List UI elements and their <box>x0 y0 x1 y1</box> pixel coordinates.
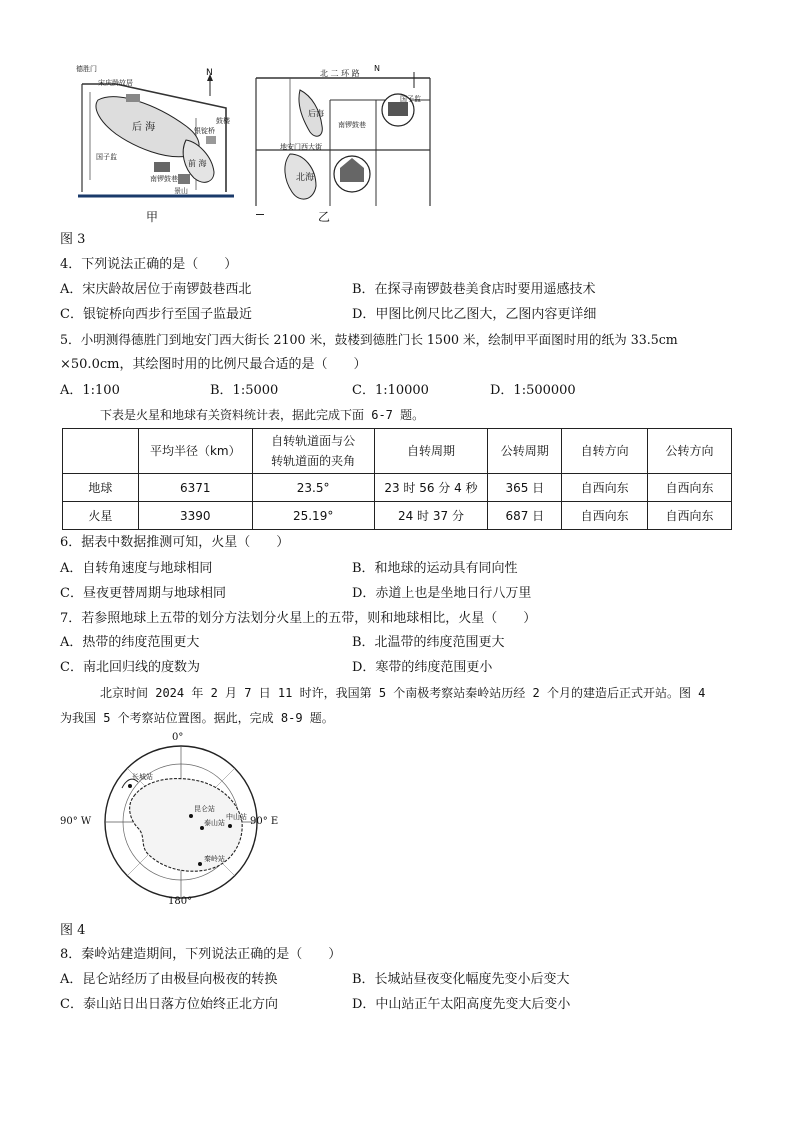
station-kunlun: 昆仑站 <box>194 805 215 813</box>
map-yi-drawing <box>250 70 434 210</box>
table-row <box>63 474 732 502</box>
cell-revolution: 687 日 <box>488 502 562 530</box>
q7-option-d[interactable]: D．寒带的纬度范围更小 <box>352 660 493 675</box>
cell-planet: 地球 <box>63 474 139 502</box>
q5-option-d[interactable]: D．1:500000 <box>490 383 576 398</box>
q6-option-c[interactable]: C．昼夜更替周期与地球相同 <box>60 586 226 601</box>
header-angle-line2: 转轨道面的夹角 <box>271 454 356 468</box>
label-nanluoguxiang: 南锣鼓巷 <box>150 175 178 183</box>
q8-option-a[interactable]: A．昆仑站经历了由极昼向极夜的转换 <box>60 972 278 987</box>
label-deshengmen: 德胜门 <box>76 65 97 73</box>
q6-stem: 6．据表中数据推测可知，火星（ ） <box>60 535 290 550</box>
map-yi <box>250 64 434 210</box>
header-rotation: 自转周期 <box>374 429 488 474</box>
antarctic-map <box>60 732 300 908</box>
passage-line2: 为我国 5 个考察站位置图。据此，完成 8-9 题。 <box>60 711 334 725</box>
q4-stem: 4．下列说法正确的是（ ） <box>60 257 238 272</box>
north-label-jia: N <box>206 68 213 78</box>
cell-rot-dir: 自西向东 <box>562 502 648 530</box>
q5-option-a[interactable]: A．1:100 <box>60 383 120 398</box>
dash-mark <box>256 214 264 215</box>
fig3-label: 图 3 <box>60 232 86 247</box>
q5-option-b[interactable]: B．1:5000 <box>210 383 279 398</box>
q7-option-b[interactable]: B．北温带的纬度范围更大 <box>352 635 505 650</box>
q5-option-c[interactable]: C．1:10000 <box>352 383 429 398</box>
q4-option-a[interactable]: A．宋庆龄故居位于南锣鼓巷西北 <box>60 282 252 297</box>
label-guozijian: 国子监 <box>96 153 117 161</box>
label-gulou: 鼓楼 <box>216 117 230 125</box>
north-label-yi: N <box>374 64 380 73</box>
q7-stem: 7．若参照地球上五带的划分方法划分火星上的五带，则和地球相比，火星（ ） <box>60 611 537 626</box>
header-radius: 平均半径（km） <box>138 429 252 474</box>
cell-angle: 23.5° <box>252 474 374 502</box>
label-90e: 90° E <box>250 816 279 827</box>
label-yi-nanluo: 南锣鼓巷 <box>338 121 366 129</box>
q7-option-c[interactable]: C．南北回归线的度数为 <box>60 660 200 675</box>
header-angle <box>252 429 374 474</box>
q4-option-d[interactable]: D．甲图比例尺比乙图大，乙图内容更详细 <box>352 307 597 322</box>
table-row <box>63 502 732 530</box>
q5-stem-line2: ×50.0cm，其绘图时用的比例尺最合适的是（ ） <box>60 357 367 372</box>
q7-option-a[interactable]: A．热带的纬度范围更大 <box>60 635 200 650</box>
q4-option-c[interactable]: C．银锭桥向西步行至国子监最近 <box>60 307 252 322</box>
label-yindingqiao: 银锭桥 <box>194 127 215 135</box>
label-0-deg: 0° <box>172 732 184 743</box>
cell-rev-dir: 自西向东 <box>648 502 732 530</box>
header-revolution: 公转周期 <box>488 429 562 474</box>
cell-revolution: 365 日 <box>488 474 562 502</box>
cell-rotation: 23 时 56 分 4 秒 <box>374 474 488 502</box>
q6-option-a[interactable]: A．自转角速度与地球相同 <box>60 561 213 576</box>
label-yi-guozijian: 国子监 <box>400 95 421 103</box>
label-180-deg: 180° <box>168 896 193 907</box>
header-angle-line1: 自转轨道面与公 <box>271 434 356 448</box>
label-beierhuan: 北 二 环 路 <box>320 69 360 78</box>
cell-radius: 6371 <box>138 474 252 502</box>
label-90w: 90° W <box>60 816 92 827</box>
table-intro: 下表是火星和地球有关资料统计表，据此完成下面 6-7 题。 <box>100 408 425 422</box>
cell-planet: 火星 <box>63 502 139 530</box>
cell-angle: 25.19° <box>252 502 374 530</box>
q8-option-c[interactable]: C．泰山站日出日落方位始终正北方向 <box>60 997 278 1012</box>
station-changcheng: 长城站 <box>132 773 153 781</box>
q6-option-b[interactable]: B．和地球的运动具有同向性 <box>352 561 518 576</box>
caption-yi: 乙 <box>318 210 331 224</box>
station-qinling: 秦岭站 <box>204 855 225 863</box>
label-yi-dianmen: 地安门西大街 <box>280 143 322 151</box>
q8-option-b[interactable]: B．长城站昼夜变化幅度先变小后变大 <box>352 972 570 987</box>
cell-rev-dir: 自西向东 <box>648 474 732 502</box>
q5-stem-line1: 5．小明测得德胜门到地安门西大街长 2100 米，鼓楼到德胜门长 1500 米，绘制甲平面图时用的纸为 33.5cm <box>60 332 678 347</box>
cell-rotation: 24 时 37 分 <box>374 502 488 530</box>
station-zhongshan: 中山站 <box>226 813 247 821</box>
q8-stem: 8．秦岭站建造期间，下列说法正确的是（ ） <box>60 947 342 962</box>
label-houhai: 后 海 <box>132 122 156 133</box>
label-jingshan: 景山 <box>174 187 188 195</box>
q4-option-b[interactable]: B．在探寻南锣鼓巷美食店时要用遥感技术 <box>352 282 596 297</box>
passage-line1: 北京时间 2024 年 2 月 7 日 11 时许，我国第 5 个南极考察站秦岭站历经 2 个月的建造后正式开站。图 4 <box>100 686 706 700</box>
header-rot-dir: 自转方向 <box>562 429 648 474</box>
label-yi-beihai: 北海 <box>296 173 315 183</box>
station-taishan: 泰山站 <box>204 819 225 827</box>
label-qianhai: 前 海 <box>188 159 207 168</box>
caption-jia: 甲 <box>146 210 159 224</box>
header-blank <box>63 429 139 474</box>
table-header-row <box>63 429 732 474</box>
cell-rot-dir: 自西向东 <box>562 474 648 502</box>
label-yi-houhai: 后海 <box>308 109 324 118</box>
cell-radius: 3390 <box>138 502 252 530</box>
header-rev-dir: 公转方向 <box>648 429 732 474</box>
q8-option-d[interactable]: D．中山站正午太阳高度先变大后变小 <box>352 997 571 1012</box>
fig4-label: 图 4 <box>60 923 86 938</box>
q6-option-d[interactable]: D．赤道上也是坐地日行八万里 <box>352 586 532 601</box>
label-song: 宋庆龄故居 <box>98 79 133 87</box>
map-jia <box>76 65 236 200</box>
mars-earth-table <box>62 428 732 530</box>
